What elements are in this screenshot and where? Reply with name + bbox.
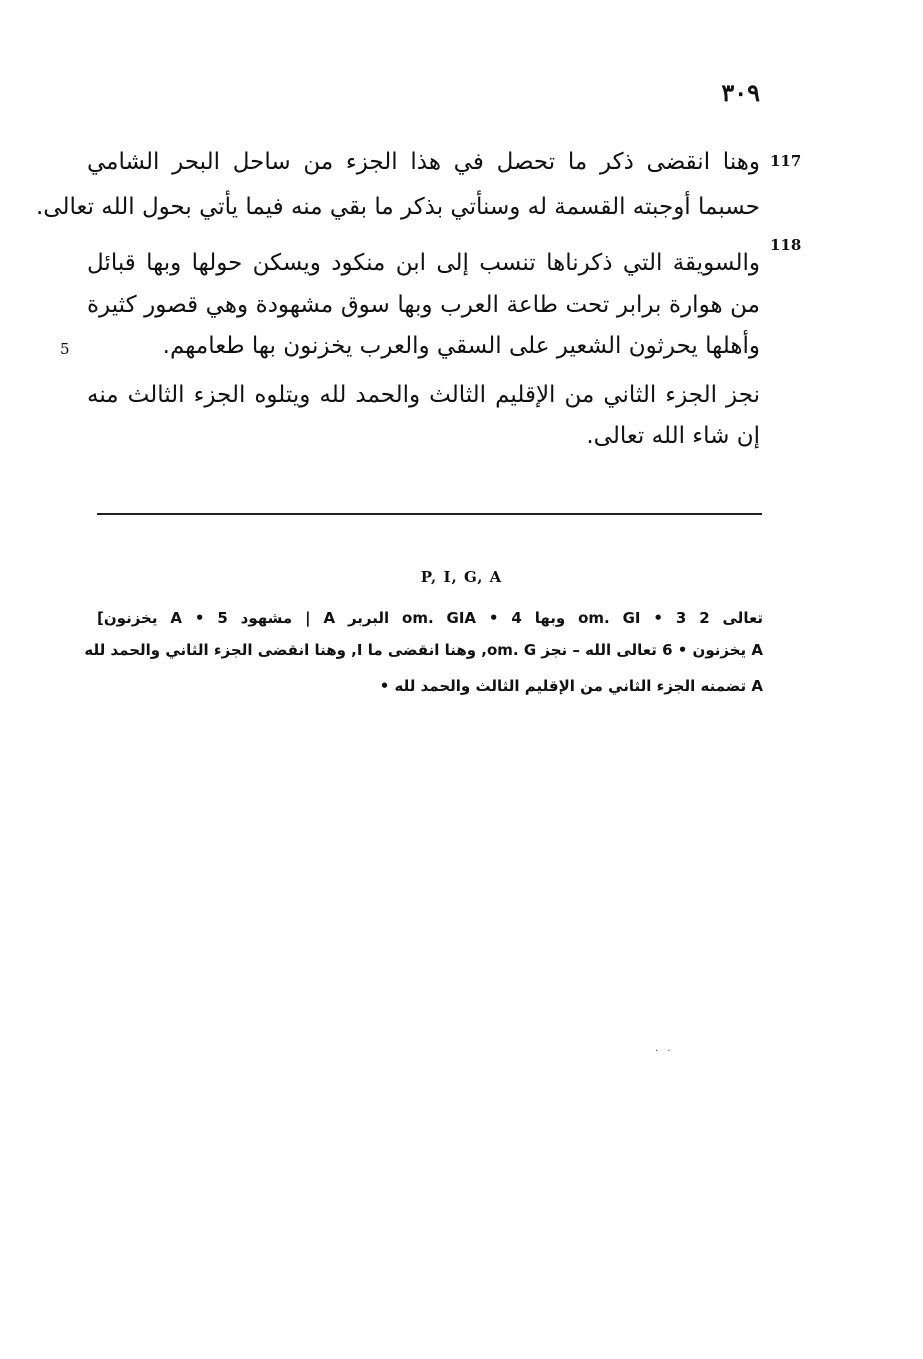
apparatus-note-line-2: A يخزنون • 6 تعالى الله – نجز om. G, وهنا انقضى ما I, وهنا انقضى الجزء الثاني والحمد لله bbox=[84, 641, 763, 659]
apparatus-note-line-3: A تضمنه الجزء الثاني من الإقليم الثالث والحمد لله • bbox=[379, 677, 763, 695]
paragraph-number-118: 118 bbox=[770, 236, 802, 254]
line-number-marker: 5 bbox=[60, 340, 70, 358]
paragraph-117-line-1: وهنا انقضى ذكر ما تحصل في هذا الجزء من ساحل البحر الشامي bbox=[87, 149, 760, 175]
print-specks: · · bbox=[655, 1046, 674, 1057]
paragraph-118-line-3: وأهلها يحرثون الشعير على السقي والعرب يخزنون بها طعامهم. bbox=[162, 333, 760, 359]
apparatus-note-line-1: تعالى 2 om. GI • 3 وبها om. GIA • 4 البربر A | مشهود A • 5 يخزنون] bbox=[97, 609, 764, 627]
closing-line-2: إن شاء الله تعالى. bbox=[586, 423, 760, 449]
paragraph-117-line-2: حسبما أوجبته القسمة له وسنأتي بذكر ما بقي منه فيما يأتي بحول الله تعالى. bbox=[35, 194, 760, 220]
closing-line-1: نجز الجزء الثاني من الإقليم الثالث والحمد لله ويتلوه الجزء الثالث منه bbox=[87, 382, 760, 408]
page-number: ٣٠٩ bbox=[721, 78, 760, 107]
footnote-rule bbox=[97, 513, 762, 515]
paragraph-number-117: 117 bbox=[770, 152, 802, 170]
apparatus-sigla: P, I, G, A bbox=[420, 568, 503, 586]
paragraph-118-line-1: والسويقة التي ذكرناها تنسب إلى ابن منكود ويسكن حولها وبها قبائل bbox=[87, 250, 760, 276]
paragraph-118-line-2: من هوارة برابر تحت طاعة العرب وبها سوق مشهودة وهي قصور كثيرة bbox=[87, 292, 760, 318]
